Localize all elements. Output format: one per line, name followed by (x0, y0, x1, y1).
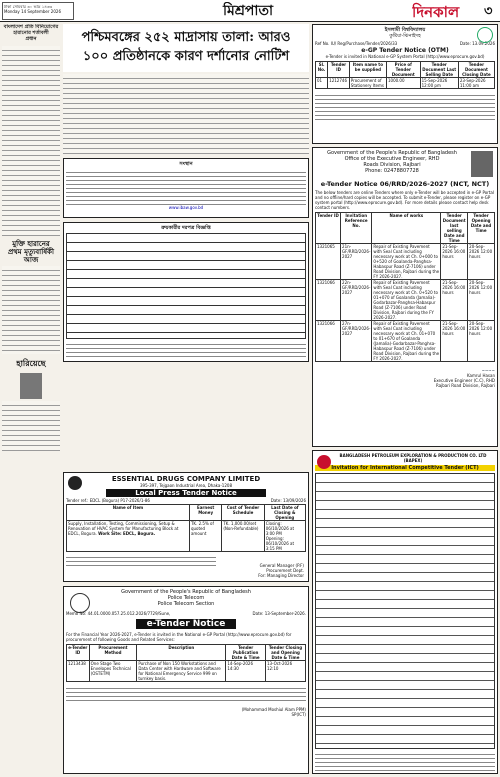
otm-footer-text (315, 92, 495, 120)
signature-mark: ~~~~ (481, 368, 495, 373)
section-title: মিশ্রপাতা (222, 3, 274, 19)
logo (412, 1, 482, 21)
edcl-table: Name of Item Earnest Money Cost of Tender Schedule Last Date of Closing & Opening Supply, Installation, Testing, Commissioning, Setup & Renovation of HVAC System for Manufacturing Block at EDCL, Bogura. Work Site: EDCL, Bogura. TK. 2.5% of quoted amount TK. 1,000.00/set (Non-Refundable) Closing: 06/10/2026 at 3:00 PM Opening: 06/10/2026 at 3:15 PM (66, 504, 306, 552)
page-number: ৩ (484, 4, 493, 19)
otm-sub: e-Tender is invited in National e-GP System Portal (http://www.eprocure.gov.bd) (325, 54, 485, 59)
rhd-photo (471, 151, 493, 177)
otm-table: Sl. No. Tender ID Item name to be supplied Price of Tender Document Tender Document Last Selling Date Tender Document Closing Date 01 1212746 Procurement of Stationery Items 1000.00 15-Sep-2026 12:00 pm 23-Sep-2026 11:00 am (315, 61, 495, 89)
left-body-text-2 (2, 266, 60, 354)
otm-title: e-GP Tender Notice (OTM) (361, 47, 449, 54)
police-title: e-Tender Notice (136, 619, 236, 629)
logo-text: দিনকাল (412, 3, 460, 21)
edcl-title: Local Press Tender Notice (106, 489, 266, 497)
bapex-title: Invitation for International Competitive Tender (ICT) (315, 465, 495, 471)
otm-seal (477, 27, 493, 43)
date-box: ঢাকা সোমবার ৩০ ভাদ্র ১৪৩৩ Monday 14 September 2026 (2, 2, 74, 20)
edcl-signature: General Manager (P.F) Procurement Dept. For: Managing Director (258, 563, 304, 578)
left-column (2, 24, 60, 472)
mosque-ad-web: www.ibaw.gov.bd (168, 205, 204, 210)
left-mid-headline: মুক্তি হারানের প্রথম মৃত্যুবার্ষিকী আজ (8, 239, 54, 264)
purchase-ad-footer (66, 341, 306, 359)
edcl-tender-notice (63, 472, 309, 582)
edcl-address: 395-397, Tejgaon Industrial Area, Dhaka-1208 (139, 483, 232, 488)
police-signature: (Mohammad Moshiul Alam PPM) SP(ICT) (241, 707, 306, 717)
masthead (0, 0, 500, 22)
police-tender-notice (63, 586, 309, 774)
edcl-logo (68, 476, 82, 490)
police-memo-row: Memo No: 44.01.0000.057.25.012.2026/7729/Sune, Date: 13-September-2026. (66, 611, 306, 616)
bapex-logo (317, 455, 331, 469)
edcl-ref-row: Tender ref.: EDCL (Bogura) P17-2026/1-86 Date: 13/09/2026 (66, 498, 306, 503)
mosque-ad-title: সংস্থান (179, 161, 193, 167)
left-subhead: প্রধান (25, 36, 37, 42)
rhd-title: e-Tender Notice 06/RRD/2026-2027 (NCT, NCT) (320, 180, 490, 188)
police-intro: For the Financial Year 2026-2027, e-Tender is invited in the National e-GP Portal (http://www.eprocure.gov.bd) for procurement of following Goods and Related Services: (66, 632, 292, 642)
edcl-name: ESSENTIAL DRUGS COMPANY LIMITED (111, 475, 261, 483)
purchase-ad-table (66, 233, 306, 339)
edcl-body (66, 554, 216, 568)
table-row: 1321066 22n-GF/RRD/2026-2027 Repair of Existing Pavement with Seal Coat including necessary work at Ch. 0+520 to 01+070 of Goalanda (Jamalia)-Godarbazar-Panghsa-Habaspur Road (Z-7106) under Road Division, Rajbari during the FY 2026-2027. 21-Sep-2026 16:00 hours 20-Sep-2026 12:00 hours (316, 280, 495, 321)
purchase-ad-title: ক্রয়কারীর দরপত্র বিজ্ঞপ্তি (161, 225, 211, 231)
police-body (66, 685, 306, 703)
rhd-signature: ~~~~ Kamrul Hasan Executive Engineer (C.C), RHD Rajbari Road Division, Rajbari (315, 368, 495, 388)
rhd-table: Tender ID Invitation Reference No. Name of works Tender Document last selling Date and Time Tender Opening Date and Time 1321065 21n-GF/RRD/2026-2027 Repair of Existing Pavement with Seal Coat including necessary work at Ch. 0+000 to 0+520 of Goalanda-Panghsa-Habaspur Road (Z-7106) under Road Division, Rajbari during the FY 2026-2027. 21-Sep-2026 16:00 hours 20-Sep-2026 12:00 hours 1321066 22n-GF/RRD/2026-2027 Repair of Existing Pavement with Seal Coat including necessary work at Ch. 0+520 to 01+070 of Goalanda (Jamalia)-Godarbazar-Panghsa-Habaspur Road (Z-7106) under Road Division, Rajbari during the FY 2026-2027. 21-Sep-2026 16:00 hours 20-Sep-2026 12:00 hours 1321066 27n-GF/RRD/2026-2027 Repair of Existing Pavement with Seal Coat including necessary work at Ch. 01+070 to 01+670 of Goalanda (Jamalia)-Godarbazar-Panghsa-Habaspur Road (Z-7106) under Road Division, Rajbari during the FY 2026-2027. 21-Sep-2026 16:00 hours 20-Sep-2026 12:00 hours (315, 212, 495, 362)
otm-ref-row: Ref No. IU/ Reg/Purchase/Tender/2026/33 Date: 13.09.2026 (315, 41, 495, 46)
lost-headline: হারিয়েছে (16, 358, 46, 368)
lost-photo (20, 373, 42, 399)
rhd-header: Government of the People's Republic of Bangladesh Office of the Executive Engineer, RHD Roads Division, Rajbari Phone: 02478807728 (327, 150, 457, 174)
police-logo (70, 593, 90, 613)
bapex-footer (315, 751, 495, 771)
otm-org: ইসলামী বিশ্ববিদ্যালয় কুষ্টিয়া-ঝিনাইদহ (384, 27, 426, 39)
police-header: Government of the People's Republic of Bangladesh Police Telecom Police Telecom Section (121, 589, 251, 607)
bapex-tender-notice (312, 450, 498, 774)
bapex-table (315, 473, 495, 749)
table-row: 1321066 27n-GF/RRD/2026-2027 Repair of Existing Pavement with Seal Coat including necessary work at Ch. 01+070 to 01+670 of Goalanda (Jamalia)-Godarbazar-Panghsa-Habaspur Road (Z-7106) under Road Division, Rajbari during the FY 2026-2027. 21-Sep-2026 16:00 hours 20-Sep-2026 12:00 hours (316, 321, 495, 362)
left-body-text-3 (2, 401, 60, 451)
otm-tender-notice (312, 24, 498, 144)
bapex-org: BANGLADESH PETROLEUM EXPLORATION & PRODUCTION CO. LTD (BAPEX) (339, 453, 487, 463)
main-news-body (63, 74, 309, 154)
police-table: e-Tender ID Procurement Method Description Tender Publication Date & Time Tender Closing and Opening Date & Time 1213438 One Stage Two Envelopes Technical (OSTETM) Purchase of Non 150 Workstations and Data Center with Hardware and Software for National Emergency Service 999 on turnkey basis. 14-Sep-2026 14:30 13-Oct-2026 12:10 (66, 644, 306, 682)
left-headline: বাংলাদেশ প্রতি বিনিয়োগের হারানোর শর্তাবলী (3, 24, 59, 36)
rhd-tender-notice (312, 147, 498, 447)
table-row: 1321065 21n-GF/RRD/2026-2027 Repair of Existing Pavement with Seal Coat including necessary work at Ch. 0+000 to 0+520 of Goalanda-Panghsa-Habaspur Road (Z-7106) under Road Division, Rajbari during the FY 2026-2027. 21-Sep-2026 16:00 hours 20-Sep-2026 12:00 hours (316, 244, 495, 280)
left-body-text (2, 46, 60, 236)
middle-ad-1 (63, 158, 309, 218)
middle-ad-2 (63, 222, 309, 362)
main-headline: পশ্চিমবঙ্গের ২৫২ মাদ্রাসায় তালা: আরও ১০০ প্রতিষ্ঠানকে কারণ দর্শানোর নোটিশ (63, 24, 309, 72)
rhd-intro: The below tenders are online Tenders where only e-Tender will be accepted in e-GP Portal and no offline/hard copies will be accepted. To submit e-Tender, please register on e-GP system portal (http://www.eprocure.gov.bd). For more details please contact help desk contact numbers. (315, 190, 494, 210)
mosque-ad-text (66, 169, 306, 205)
